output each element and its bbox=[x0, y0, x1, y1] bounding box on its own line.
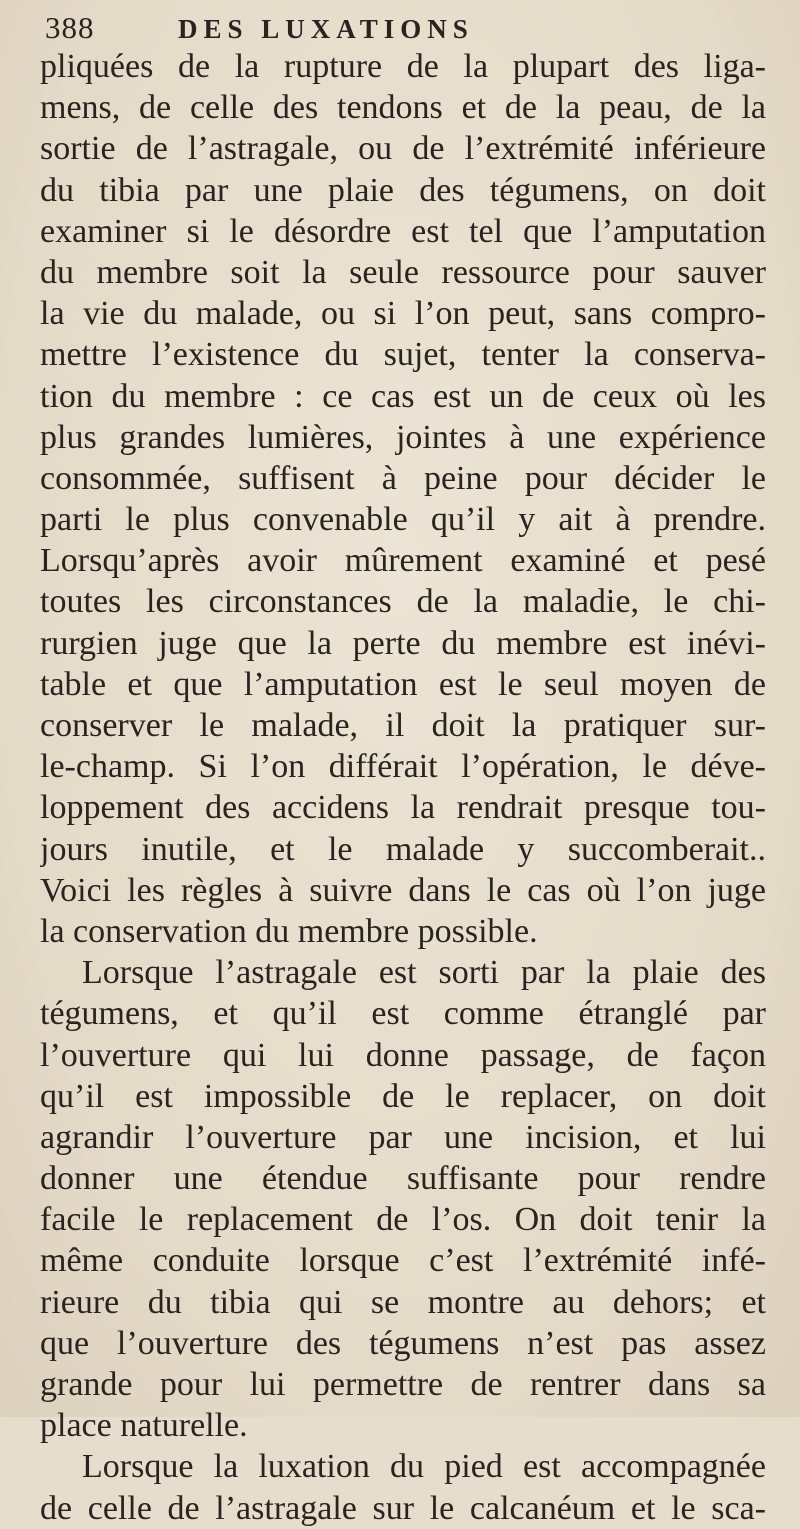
text-line: sortie de l’astragale, ou de l’extrémité inférieure bbox=[40, 130, 766, 168]
text-line: même conduite lorsque c’est l’extrémité infé- bbox=[40, 1242, 766, 1280]
running-head: DES LUXATIONS bbox=[178, 14, 474, 44]
text-line: table et que l’amputation est le seul moyen de bbox=[40, 665, 766, 703]
text-line: du tibia par une plaie des tégumens, on doit bbox=[40, 171, 766, 209]
text-line: tion du membre : ce cas est un de ceux où les bbox=[40, 377, 766, 415]
text-line: l’ouverture qui lui donne passage, de façon bbox=[40, 1036, 766, 1074]
text-line: mens, de celle des tendons et de la peau, de la bbox=[40, 89, 766, 127]
text-line: le-champ. Si l’on différait l’opération, le déve- bbox=[40, 748, 766, 786]
text-line: tégumens, et qu’il est comme étranglé par bbox=[40, 995, 766, 1033]
paragraph-start-line: Lorsque l’astragale est sorti par la plaie des bbox=[82, 954, 766, 992]
text-line: agrandir l’ouverture par une incision, et lui bbox=[40, 1118, 766, 1156]
text-line: parti le plus convenable qu’il y ait à prendre. bbox=[40, 501, 766, 539]
text-line: jours inutile, et le malade y succomberait.. bbox=[40, 830, 766, 868]
body-text bbox=[40, 46, 766, 1529]
text-line: qu’il est impossible de le replacer, on doit bbox=[40, 1077, 766, 1115]
page-number: 388 bbox=[45, 10, 95, 45]
text-line: Lorsqu’après avoir mûrement examiné et pesé bbox=[40, 542, 766, 580]
text-line: rurgien juge que la perte du membre est inévi- bbox=[40, 624, 766, 662]
text-line: que l’ouverture des tégumens n’est pas assez bbox=[40, 1324, 766, 1362]
paragraph-end-line: place naturelle. bbox=[40, 1407, 248, 1445]
text-line: donner une étendue suffisante pour rendre bbox=[40, 1160, 766, 1198]
text-line: grande pour lui permettre de rentrer dans sa bbox=[40, 1366, 766, 1403]
text-line: consommée, suffisent à peine pour décider le bbox=[40, 459, 766, 497]
text-line: du membre soit la seule ressource pour sauver bbox=[40, 253, 766, 291]
page-header bbox=[40, 10, 766, 46]
text-line: examiner si le désordre est tel que l’amputation bbox=[40, 212, 766, 250]
text-line: pliquées de la rupture de la plupart des liga- bbox=[40, 48, 766, 85]
paragraph-start-line: Lorsque la luxation du pied est accompagnée bbox=[82, 1448, 766, 1486]
text-line: plus grandes lumières, jointes à une expérience bbox=[40, 418, 766, 456]
text-line: toutes les circonstances de la maladie, le chi- bbox=[40, 583, 766, 621]
text-line: mettre l’existence du sujet, tenter la conserva- bbox=[40, 336, 766, 374]
text-line: loppement des accidens la rendrait presque tou- bbox=[40, 789, 766, 827]
text-line: rieure du tibia qui se montre au dehors; et bbox=[40, 1283, 766, 1321]
text-line: Voici les règles à suivre dans le cas où l’on juge bbox=[40, 871, 766, 909]
text-line: la vie du malade, ou si l’on peut, sans compro- bbox=[40, 295, 766, 333]
paragraph-end-line: la conservation du membre possible. bbox=[40, 912, 538, 950]
text-line: de celle de l’astragale sur le calcanéum et le sca- bbox=[40, 1489, 766, 1527]
text-line: conserver le malade, il doit la pratiquer sur- bbox=[40, 707, 766, 744]
text-line: facile le replacement de l’os. On doit tenir la bbox=[40, 1201, 766, 1239]
